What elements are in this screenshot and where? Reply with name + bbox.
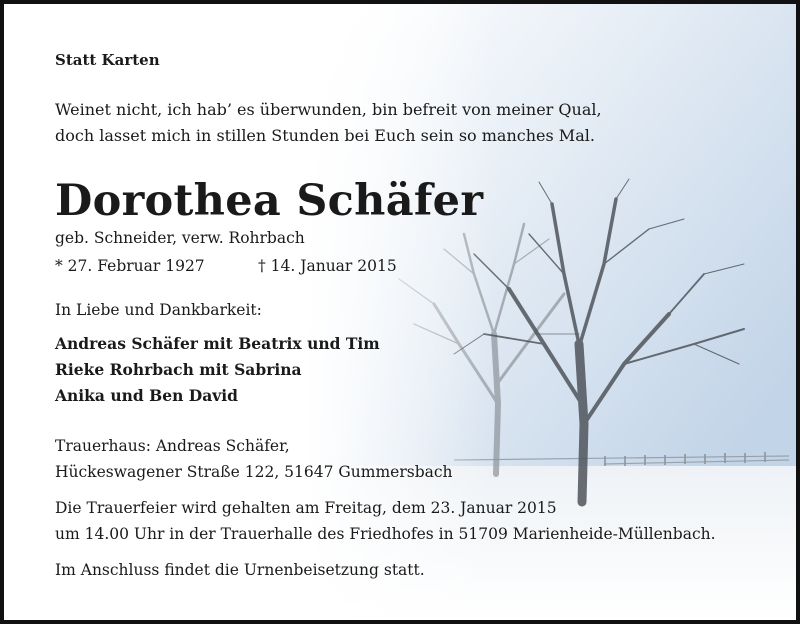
mourner-1: Andreas Schäfer mit Beatrix und Tim: [55, 334, 380, 353]
dedication: In Liebe und Dankbarkeit:: [55, 301, 262, 319]
poem-line-2: doch lasset mich in stillen Stunden bei Euch sein so manches Mal.: [55, 126, 595, 145]
maiden-names: geb. Schneider, verw. Rohrbach: [55, 229, 305, 247]
address-line-1: Trauerhaus: Andreas Schäfer,: [55, 437, 290, 455]
life-dates: [55, 256, 397, 276]
poem-line-1: Weinet nicht, ich hab’ es überwunden, bin befreit von meiner Qual,: [55, 100, 602, 119]
birth-date: * 27. Februar 1927: [55, 257, 205, 275]
service-line-1: Die Trauerfeier wird gehalten am Freitag, dem 23. Januar 2015: [55, 499, 557, 517]
address-line-2: Hückeswagener Straße 122, 51647 Gummersbach: [55, 463, 453, 481]
death-date: † 14. Januar 2015: [258, 257, 397, 275]
mourner-2: Rieke Rohrbach mit Sabrina: [55, 360, 302, 379]
notice-text: [4, 4, 796, 620]
closing-note: Im Anschluss findet die Urnenbeisetzung statt.: [55, 561, 425, 579]
deceased-name: Dorothea Schäfer: [55, 176, 484, 226]
notice-header: Statt Karten: [55, 51, 160, 69]
service-line-2: um 14.00 Uhr in der Trauerhalle des Friedhofes in 51709 Marienheide-Müllenbach.: [55, 525, 716, 543]
mourner-3: Anika und Ben David: [55, 386, 238, 405]
